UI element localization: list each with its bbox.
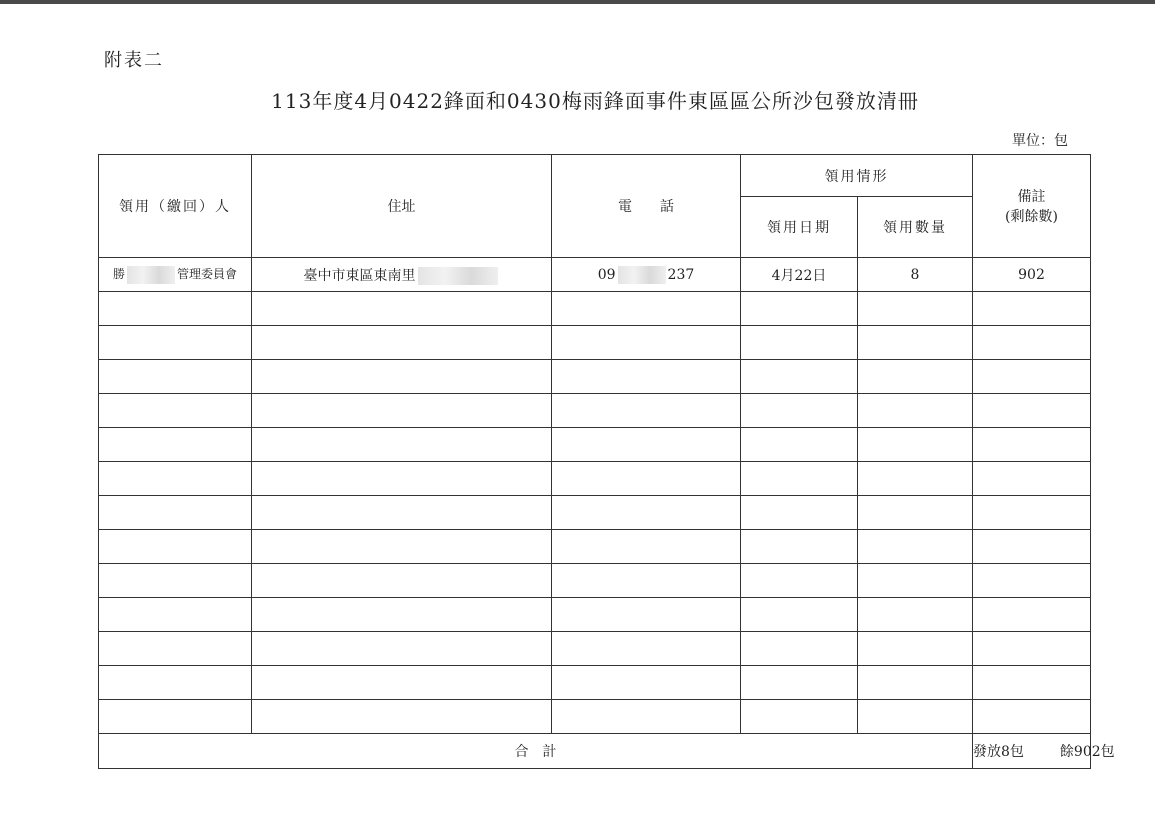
table-row <box>99 360 1091 394</box>
phone-prefix: 09 <box>597 266 616 283</box>
address-cell <box>252 258 552 292</box>
table-row <box>99 666 1091 700</box>
address-text: 臺中市東區東南里 <box>303 267 416 284</box>
table-row <box>99 428 1091 462</box>
total-row <box>99 734 1091 769</box>
phone-header: 電 話 <box>552 155 741 258</box>
table-row <box>99 394 1091 428</box>
usage-date-header: 領用日期 <box>741 197 858 258</box>
table-row <box>99 598 1091 632</box>
redacted-block <box>127 266 175 284</box>
usage-qty-header: 領用數量 <box>858 197 973 258</box>
table-row <box>99 292 1091 326</box>
top-border <box>0 0 1155 4</box>
header-row-1 <box>99 155 1091 197</box>
remark-header <box>973 155 1091 258</box>
table-row <box>99 462 1091 496</box>
table-row <box>99 700 1091 734</box>
table-row <box>99 632 1091 666</box>
remark-header-line1: 備註 <box>1017 189 1046 205</box>
total-label: 合 計 <box>99 734 973 769</box>
date-cell: 4月22日 <box>741 258 858 292</box>
total-remaining: 餘902包 <box>1059 744 1115 760</box>
recipient-suffix: 管理委員會 <box>177 267 238 282</box>
qty-cell: 8 <box>858 258 973 292</box>
recipient-header: 領用（繳回）人 <box>99 155 252 258</box>
table-row <box>99 496 1091 530</box>
remark-cell: 902 <box>973 258 1091 292</box>
recipient-prefix: 勝 <box>112 267 125 282</box>
redacted-block <box>418 267 498 285</box>
phone-cell <box>552 258 741 292</box>
table-row <box>99 326 1091 360</box>
unit-label: 單位：包 <box>1012 133 1068 149</box>
recipient-cell <box>99 258 252 292</box>
phone-suffix: 237 <box>667 266 695 283</box>
remark-header-line2: (剩餘數) <box>1005 209 1058 225</box>
address-header: 住址 <box>252 155 552 258</box>
usage-group-header: 領用情形 <box>741 155 973 197</box>
table-row <box>99 530 1091 564</box>
table-row <box>99 258 1091 292</box>
total-issued: 發放8包 <box>973 744 1024 760</box>
redacted-block <box>618 266 666 284</box>
table-row <box>99 564 1091 598</box>
annex-label: 附表二 <box>104 50 164 71</box>
distribution-table <box>98 154 1115 769</box>
document-title: 113年度4月0422鋒面和0430梅雨鋒面事件東區區公所沙包發放清冊 <box>271 89 919 113</box>
total-summary <box>973 734 1115 769</box>
